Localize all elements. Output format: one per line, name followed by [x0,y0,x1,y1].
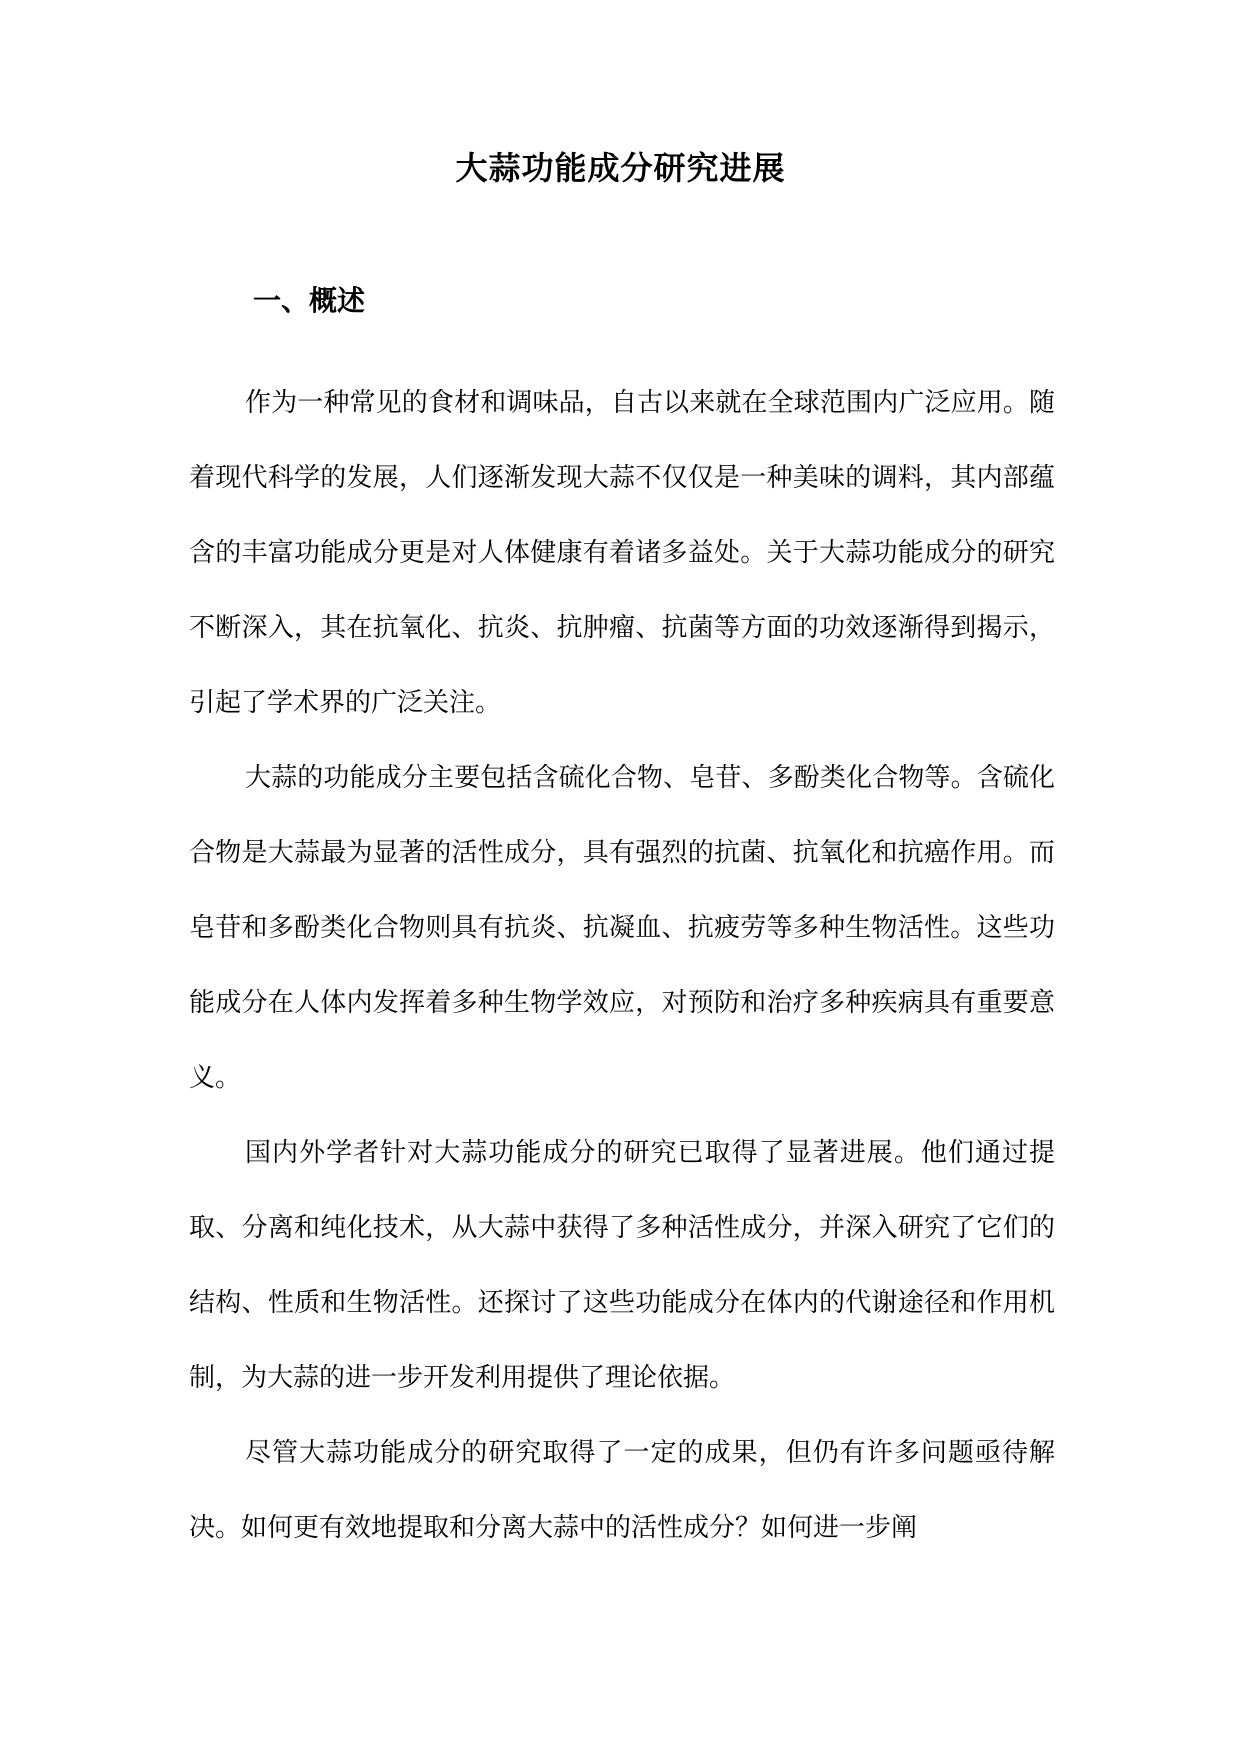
paragraph: 尽管大蒜功能成分的研究取得了一定的成果，但仍有许多问题亟待解决。如何更有效地提取和分离大蒜中的活性成分？如何进一步阐 [189,1438,1055,1543]
document-title: 大蒜功能成分研究进展 [455,149,786,187]
section-heading: 一、概述 [253,284,366,317]
paragraph: 作为一种常见的食材和调味品，自古以来就在全球范围内广泛应用。随着现代科学的发展，人们逐渐发现大蒜不仅仅是一种美味的调料，其内部蕴含的丰富功能成分更是对人体健康有着诸多益处。关于大蒜功能成分的研究不断深入，其在抗氧化、抗炎、抗肿瘤、抗菌等方面的功效逐渐得到揭示，引起了学术界的广泛关注。 [189,388,1055,718]
paragraph: 大蒜的功能成分主要包括含硫化合物、皂苷、多酚类化合物等。含硫化合物是大蒜最为显著的活性成分，具有强烈的抗菌、抗氧化和抗癌作用。而皂苷和多酚类化合物则具有抗炎、抗凝血、抗疲劳等多种生物活性。这些功能成分在人体内发挥着多种生物学效应，对预防和治疗多种疾病具有重要意义。 [189,763,1055,1093]
document-body [189,366,1055,1566]
paragraph: 国内外学者针对大蒜功能成分的研究已取得了显著进展。他们通过提取、分离和纯化技术，从大蒜中获得了多种活性成分，并深入研究了它们的结构、性质和生物活性。还探讨了这些功能成分在体内的代谢途径和作用机制，为大蒜的进一步开发利用提供了理论依据。 [189,1138,1055,1393]
